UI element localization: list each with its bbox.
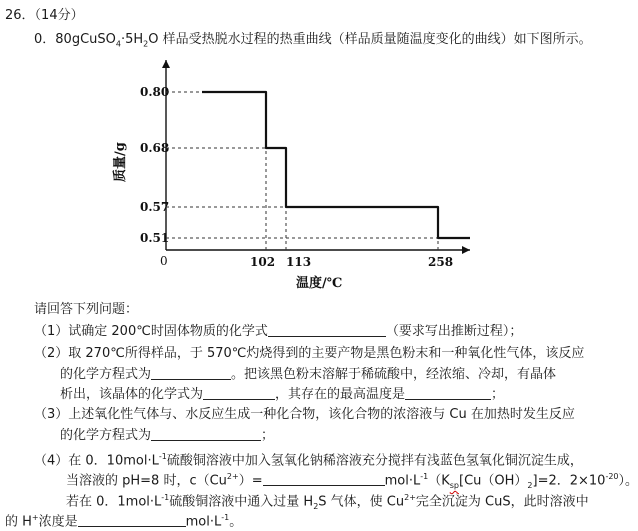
y-tick-label: 0.51 (140, 231, 170, 245)
question-2-line-1: （2）取 270℃所得样品，于 570℃灼烧得到的主要产物是黑色粉末和一种氧化性气体，该反应 (34, 346, 585, 361)
y-tick-label: 0.68 (140, 141, 170, 155)
intro-text: 0．$80gCuSO_4\cdot 5H_2O$ 样品受热脱水过程的热重曲线（样品质量随温度变化的曲线）如下图所示。 (34, 32, 592, 49)
question-3-line-2: 的化学方程式为 ； (60, 428, 275, 443)
answer-blank-2a[interactable] (151, 365, 231, 380)
question-2-line-2: 的化学方程式为 。把该黑色粉末溶解于稀硫酸中，经浓缩、冷却，有晶体 (60, 367, 557, 382)
question-points: （14分） (34, 8, 84, 23)
answer-blank-1[interactable] (268, 322, 386, 337)
y-axis-arrow (162, 60, 170, 68)
answer-blank-4a[interactable] (263, 471, 385, 486)
x-tick-label: 113 (286, 255, 312, 269)
answer-blank-4b[interactable] (78, 512, 186, 527)
origin-label: 0 (160, 254, 168, 268)
question-4-line-2: 当溶液的 pH=8 时，$c(Cu^{2+})= mol\cdot L^{-1}(K_{sp}[Cu(OH)_2]=2$．$2\times 10^{-20}$）。 (66, 472, 638, 490)
answer-blank-2c[interactable] (405, 385, 491, 400)
question-number: 26． (5, 8, 35, 23)
answer-blank-3[interactable] (151, 426, 261, 441)
y-tick-label: 0.57 (140, 200, 170, 214)
x-tick-label: 102 (250, 255, 276, 269)
x-tick-label: 258 (428, 255, 454, 269)
prompt-text: 请回答下列问题： (34, 302, 139, 317)
question-4-line-4: 的 H+浓度是 $mol\cdot L^{-1}$。 (5, 513, 243, 530)
x-axis-arrow (462, 246, 470, 254)
y-tick-label: 0.80 (140, 85, 170, 99)
question-3-line-1: （3）上述氧化性气体与、水反应生成一种化合物，该化合物的浓溶液与 Cu 在加热时发生反应 (34, 407, 575, 422)
answer-blank-2b[interactable] (203, 385, 275, 400)
question-4-line-1: （4）在 0．$10mol\cdot L^{-1}$硫酸铜溶液中加入氢氧化钠稀溶液充分搅拌有浅蓝色氢氧化铜沉淀生成， (34, 452, 583, 469)
question-2-line-3: 析出，该晶体的化学式为 ，其存在的最高温度是 ； (60, 387, 505, 402)
question-4-line-3: 若在 0．$1mol\cdot L^{-1}$硫酸铜溶液中通入过量 $H_2S$ 气体，使 $Cu^{2+}$完全沉淀为 CuS，此时溶液中 (66, 493, 589, 511)
x-axis-label: 温度/℃ (296, 276, 343, 291)
question-1: （1）试确定 200℃时固体物质的化学式 （要求写出推断过程）； (34, 324, 523, 339)
y-axis-label: 质量/g (113, 142, 128, 182)
mass-curve (202, 92, 470, 238)
